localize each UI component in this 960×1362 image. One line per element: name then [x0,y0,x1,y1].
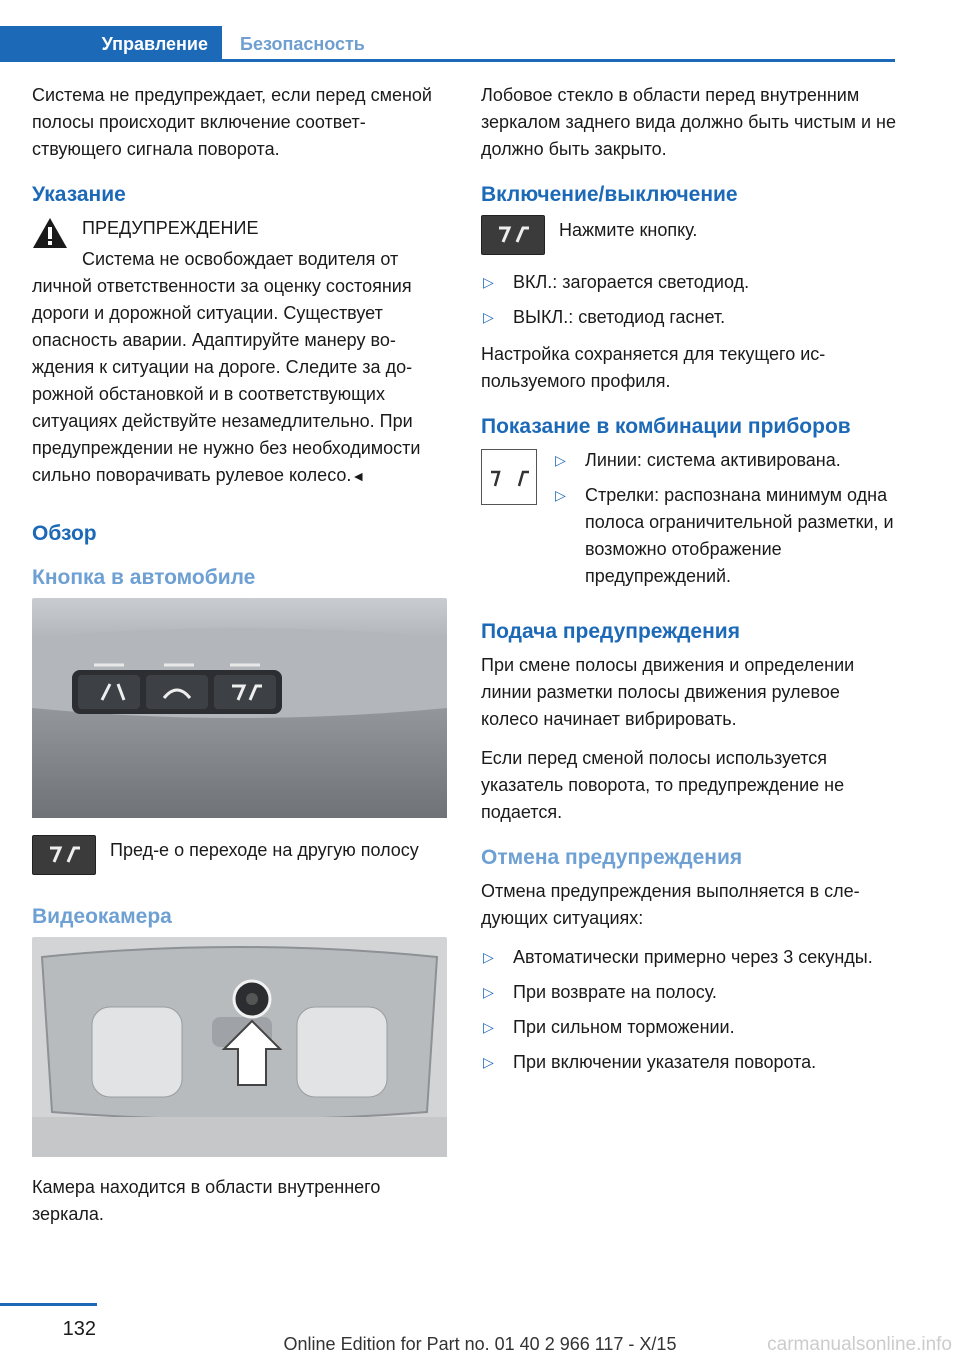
onoff-list [481,269,897,331]
warning-title: ПРЕДУПРЕЖДЕНИЕ [82,218,259,238]
bullet-triangle-icon: ▷ [483,984,494,1000]
lane-departure-button-icon[interactable] [32,835,96,875]
bullet-triangle-icon: ▷ [555,487,566,503]
profile-text: Настройка сохраняется для текущего используемого профиля. [481,344,826,391]
list-item: ▷ ВКЛ.: загорается светодиод. [481,269,897,296]
press-button-row [481,215,897,261]
cancel-text: Отмена предупреждения выполняется в следующих ситуациях: [481,881,860,928]
onoff-heading: Включение/выключение [481,183,738,206]
note-heading: Указание [32,183,126,206]
display-list [553,447,897,590]
bullet-triangle-icon: ▷ [483,1054,494,1070]
footer-rule [0,1303,97,1306]
windshield-camera-image [32,937,447,1157]
bullet-triangle-icon: ▷ [483,949,494,965]
lane-button-row [32,835,448,881]
warning-block [32,215,448,490]
roof-console-image [32,598,447,818]
overview-heading: Обзор [32,522,97,545]
bullet-triangle-icon: ▷ [483,274,494,290]
list-item: ▷ Автоматически примерно через 3 секунды. [481,944,897,971]
tab-safety[interactable]: Безопасность [240,34,365,54]
header-rule [0,59,895,62]
button-heading: Кнопка в автомобиле [32,566,256,589]
display-block [481,447,897,600]
cancel-list [481,944,897,1076]
right-column [481,82,897,1086]
alert-text-1: При смене полосы движения и определении линии разметки полосы движения рулевое колесо начинает вибрировать. [481,655,855,729]
header-tabs [0,26,895,62]
camera-heading: Видеокамера [32,905,172,928]
warning-text [32,246,448,490]
page-number: 132 [62,1318,96,1340]
list-item: ▷ При включении указателя поворота. [481,1049,897,1076]
lane-departure-button-icon[interactable] [481,215,545,255]
watermark: carmanualsonline.info [767,1334,952,1355]
press-button-text: Нажмите кнопку. [559,220,698,240]
end-marker: ◄ [351,468,366,484]
bullet-triangle-icon: ▷ [483,309,494,325]
display-heading: Показание в комбинации приборов [481,415,851,438]
button-caption: Пред-е о переходе на другую полосу [110,840,419,860]
cancel-heading: Отмена предупреждения [481,846,743,869]
list-item: ▷ ВЫКЛ.: светодиод гаснет. [481,304,897,331]
alert-heading: Подача предупреждения [481,620,740,643]
intro-text: Система не предупреждает, если перед сменой полосы происходит включение соответствующего сигнала поворота. [32,85,432,159]
left-column [32,82,448,1240]
warning-body: Система не освобождает водителя от личной ответственности за оценку состояния дороги и дорожной ситуации. Существует опасность аварии. Адаптируйте манеру вождения к ситуации на дороге. Следите за дорожной обстановкой и в соответствующих ситуациях действуйте незамедлительно. При предупреждении не нужно без необходимости сильно поворачивать рулевое колесо. [32,249,421,485]
alert-text-2: Если перед сменой полосы используется указатель поворота, то предупреждение не подается. [481,748,845,822]
camera-photo [32,937,447,1162]
lane-lines-icon [481,449,537,505]
edition-line: Online Edition for Part no. 01 40 2 966 117 - X/15 [283,1334,677,1354]
warning-triangle-icon [32,217,68,249]
bullet-triangle-icon: ▷ [555,452,566,468]
tab-controls[interactable]: Управление [0,26,222,62]
list-item: ▷ Стрелки: распознана минимум одна полоса ограничительной разметки, и возможно отображение предупреждений. [553,482,897,590]
list-item: ▷ При возврате на полосу. [481,979,897,1006]
list-item: ▷ Линии: система активирована. [553,447,897,474]
windshield-text: Лобовое стекло в области перед внутренним зеркалом заднего вида должно быть чистым и не должно быть закрыто. [481,85,896,159]
camera-caption: Камера находится в области внутреннего зеркала. [32,1177,381,1224]
bullet-triangle-icon: ▷ [483,1019,494,1035]
list-item: ▷ При сильном торможении. [481,1014,897,1041]
button-photo [32,598,447,823]
